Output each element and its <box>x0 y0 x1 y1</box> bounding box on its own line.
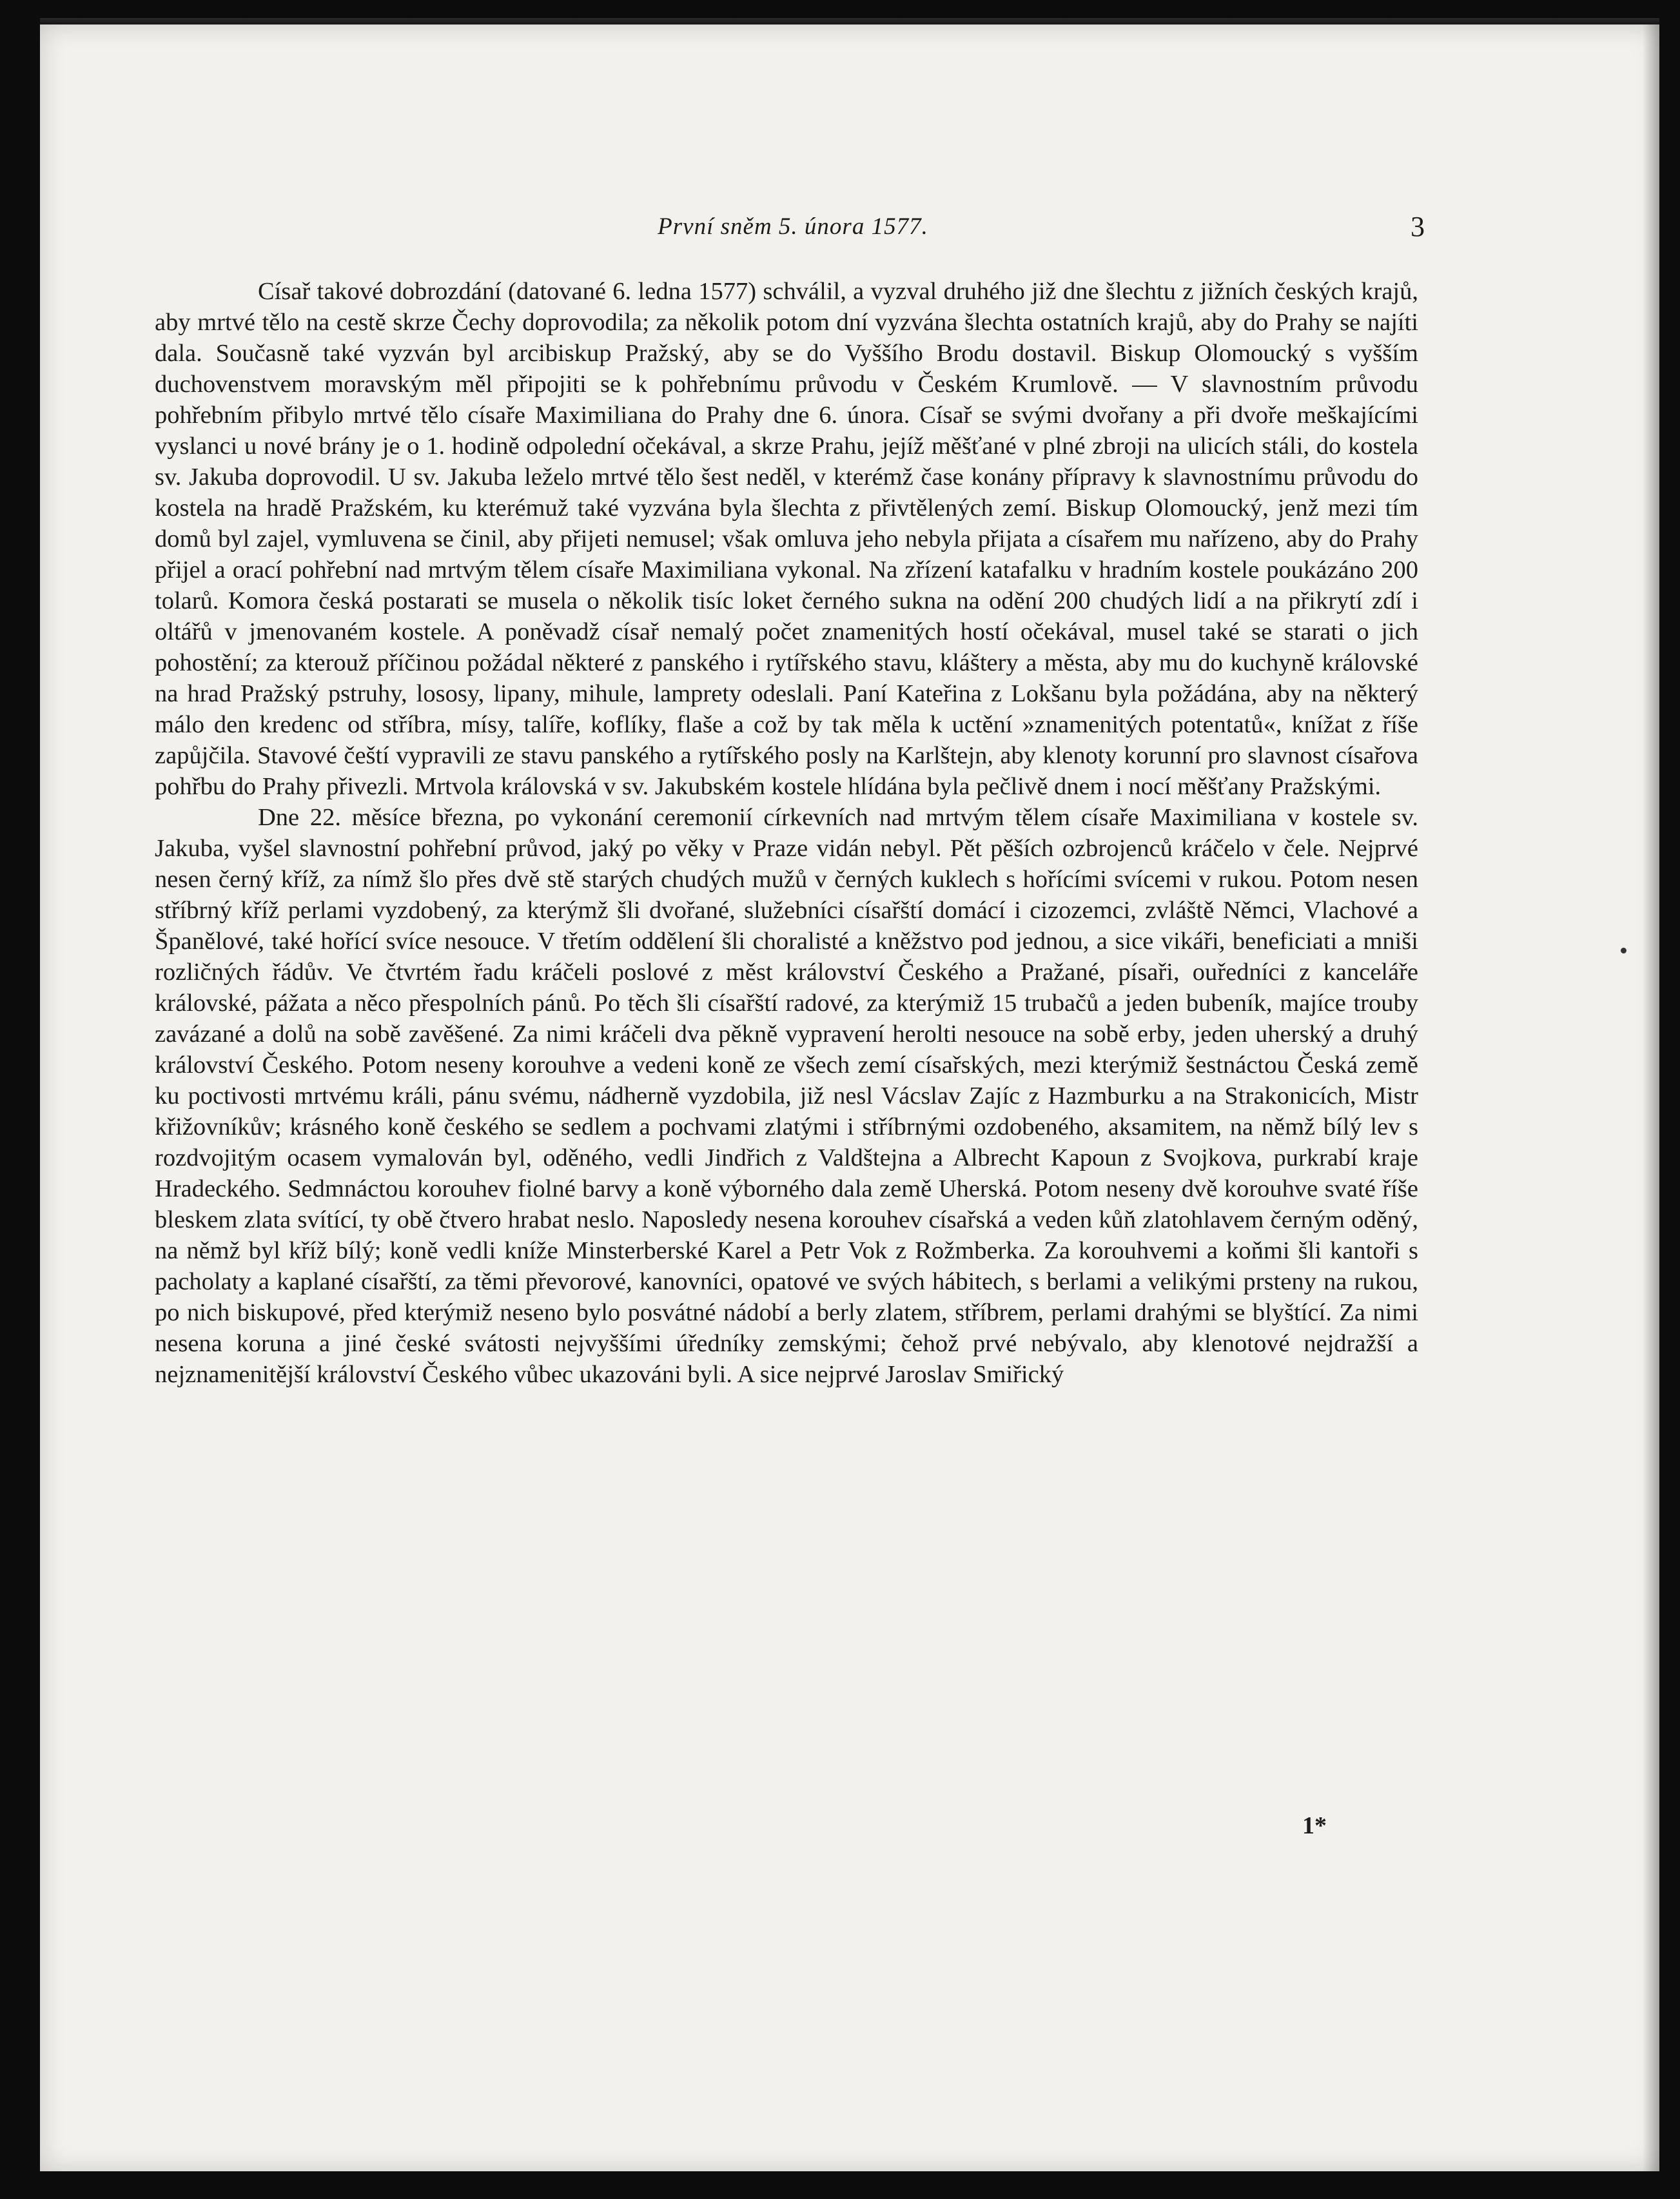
main-text <box>155 276 1418 1390</box>
page-number: 3 <box>1411 211 1425 242</box>
margin-speck <box>1621 948 1626 953</box>
paragraph-2: Dne 22. měsíce března, po vykonání ceremonií církevních nad mrtvým tělem císaře Maximiliana v kostele sv. Jakuba, vyšel slavnostní pohřební průvod, jaký po věky v Praze vidán nebyl. Pět pěších ozbrojenců kráčelo v čele. Nejprvé nesen černý kříž, za nímž šlo přes dvě stě starých chudých mužů v černých kuklech s hořícími svícemi v rukou. Potom nesen stříbrný kříž perlami vyzdobený, za kterýmž šli dvořané, služebníci císařští domácí i cizozemci, zvláště Němci, Vlachové a Španělové, také hořící svíce nesouce. V třetím oddělení šli choralisté a kněžstvo pod jednou, a sice vikáři, beneficiati a mniši rozličných řádův. Ve čtvrtém řadu kráčeli poslové z měst království Českého a Pražané, písaři, ouředníci z kanceláře královské, pážata a něco přespolních pánů. Po těch šli císařští radové, za kterýmiž 15 trubačů a jeden bubeník, majíce trouby zavázané a dolů na sobě zavěšené. Za nimi kráčeli dva pěkně vypravení herolti nesouce na sobě erby, jeden uherský a druhý království Českého. Potom neseny korouhve a vedeni koně ze všech zemí císařských, mezi kterýmiž šestnáctou Česká země ku poctivosti mrtvému králi, pánu svému, nádherně vyzdobila, již nesl Vácslav Zajíc z Hazmburku a na Strakonicích, Mistr křižovníkův; krásného koně českého se sedlem a pochvami zlatými i stříbrnými ozdobeného, aksamitem, na němž bílý lev s rozdvojitým ocasem vymalován byl, oděného, vedli Jindřich z Valdštejna a Albrecht Kapoun z Svojkova, purkrabí kraje Hradeckého. Sedmnáctou korouhev fiolné barvy a koně výborného dala země Uherská. Potom neseny dvě korouhve svaté říše bleskem zlata svítící, ty obě čtvero hrabat neslo. Naposledy nesena korouhev císařská a veden kůň zlatohlavem černým oděný, na němž byl kříž bílý; koně vedli kníže Minsterberské Karel a Petr Vok z Rožmberka. Za korouhvemi a koňmi šli kantoři s pacholaty a kaplané císařští, za těmi převorové, kanovníci, opatové ve svých hábitech, s berlami a velikými prsteny na rukou, po nich biskupové, před kterýmiž neseno bylo posvátné nádobí a berly zlatem, stříbrem, perlami drahými se blyštící. Za nimi nesena koruna a jiné české svátosti nejvyššími úředníky zemskými; čehož prvé nebývalo, aby klenotové nejdražší a nejznamenitější království Českého vůbec ukazováni byli. A sice nejprvé Jaroslav Smiřický <box>155 804 1418 1388</box>
page-right-shadow <box>1643 24 1659 2171</box>
running-head <box>161 213 1425 251</box>
paragraph-1: Císař takové dobrozdání (datované 6. ledna 1577) schválil, a vyzval druhého již dne šlechtu z jižních českých krajů, aby mrtvé tělo na cestě skrze Čechy doprovodila; za několik potom dní vyzvána šlechta ostatních krajů, aby do Prahy se najíti dala. Současně také vyzván byl arcibiskup Pražský, aby se do Vyššího Brodu dostavil. Biskup Olomoucký s vyšším duchovenstvem moravským měl připojiti se k pohřebnímu průvodu v Českém Krumlově. — V slavnostním průvodu pohřebním přibylo mrtvé tělo císaře Maximiliana do Prahy dne 6. února. Císař se svými dvořany a při dvoře meškajícími vyslanci u nové brány je o 1. hodině odpolední očekával, a skrze Prahu, jejíž měšťané v plné zbroji na ulicích stáli, do kostela sv. Jakuba doprovodil. U sv. Jakuba leželo mrtvé tělo šest neděl, v kterémž čase konány přípravy k slavnostnímu průvodu do kostela na hradě Pražském, ku kterémuž také vyzvána byla šlechta z přivtělených zemí. Biskup Olomoucký, jenž mezi tím domů byl zajel, vymluvena se činil, aby přijeti nemusel; však omluva jeho nebyla přijata a císařem mu nařízeno, aby do Prahy přijel a orací pohřební nad mrtvým tělem císaře Maximiliana vykonal. Na zřízení katafalku v hradním kostele poukázáno 200 tolarů. Komora česká postarati se musela o několik tisíc loket černého sukna na odění 200 chudých lidí a na přikrytí zdí i oltářů v jmenovaném kostele. A poněvadž císař nemalý počet znamenitých hostí očekával, musel také se starati o jich pohostění; za kterouž příčinou požádal některé z panského i rytířského stavu, kláštery a města, aby mu do kuchyně královské na hrad Pražský pstruhy, lososy, lipany, mihule, lamprety odeslali. Paní Kateřina z Lokšanu byla požádána, aby na některý málo den kredenc od stříbra, mísy, talíře, koflíky, flaše a což by tak měla k uctění »znamenitých potentatů«, knížat z říše zapůjčila. Stavové čeští vypravili ze stavu panského a rytířského posly na Karlštejn, aby klenoty korunní pro slavnost císařova pohřbu do Prahy přivezli. Mrtvola královská v sv. Jakubském kostele hlídána byla pečlivě dnem i nocí měšťany Pražskými. <box>155 278 1418 800</box>
signature-mark: 1* <box>1302 1812 1327 1839</box>
running-title: První sněm 5. února 1577. <box>658 213 928 240</box>
